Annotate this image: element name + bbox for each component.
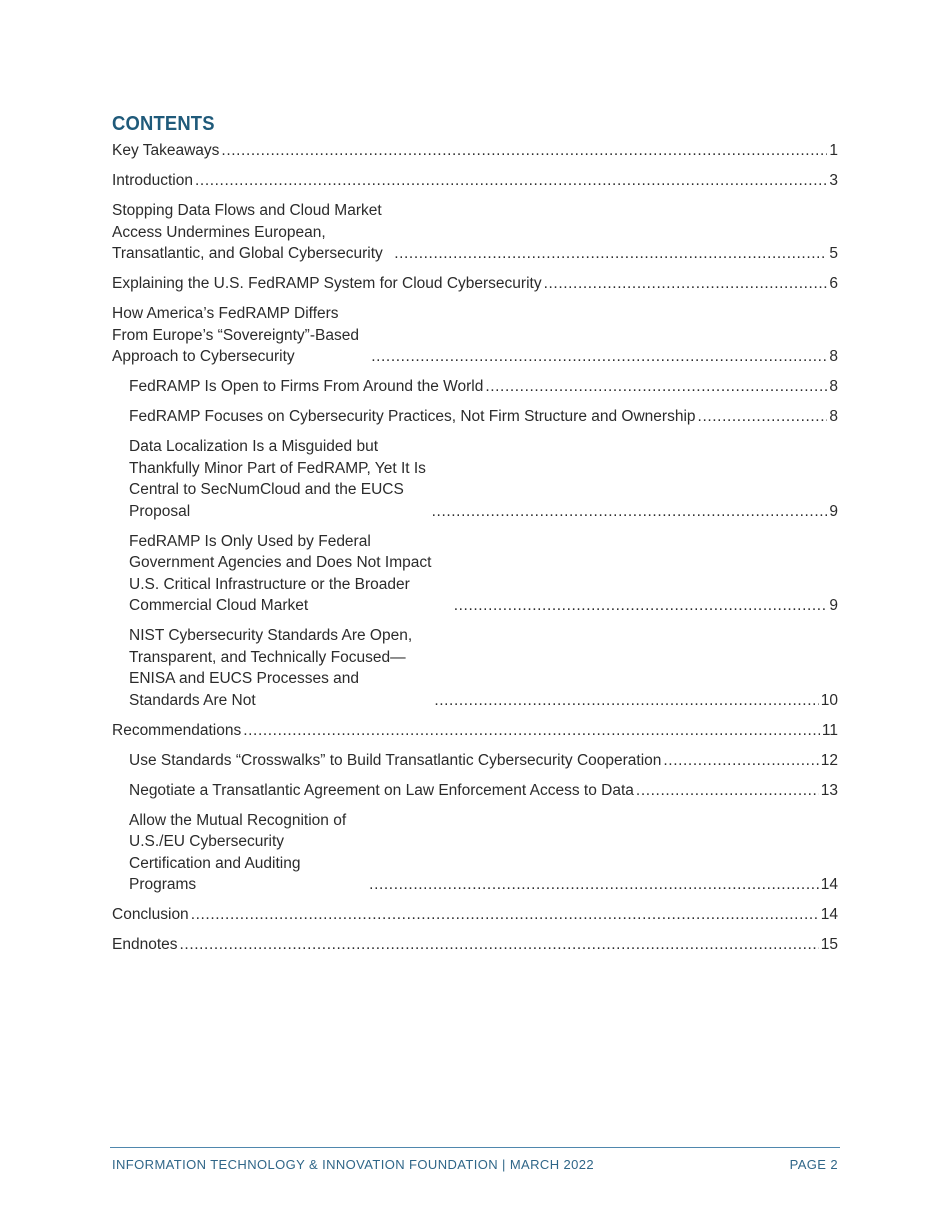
contents-heading: CONTENTS	[112, 113, 215, 135]
toc-entry-title: FedRAMP Is Only Used by Federal Government Agencies and Does Not Impact U.S. Critical Infrastructure or the Broader Commercial Cloud Market	[129, 532, 432, 614]
dot-leader	[221, 140, 827, 162]
toc-entry-title: Introduction	[112, 172, 193, 189]
toc-entry-title: Stopping Data Flows and Cloud Market Access Undermines European, Transatlantic, and Global Cybersecurity	[112, 202, 383, 262]
dot-leader	[195, 170, 827, 192]
dot-leader	[180, 934, 819, 956]
toc-entry-title: NIST Cybersecurity Standards Are Open, Transparent, and Technically Focused— ENISA and EUCS Processes and Standards Are Not	[129, 627, 413, 709]
toc-page-number: 1	[829, 142, 838, 159]
toc-page-number: 12	[820, 751, 838, 769]
toc-page-number: 14	[820, 906, 838, 923]
toc-entry-cybersecurity-practices[interactable]	[129, 406, 838, 428]
toc-entry-title: Conclusion	[112, 906, 189, 923]
toc-entry-mutual-recognition[interactable]	[129, 810, 838, 896]
toc-page-number: 13	[820, 781, 838, 799]
toc-page-number: 8	[829, 378, 838, 395]
toc-entry-stopping-data-flows[interactable]	[112, 200, 838, 265]
dot-leader	[698, 406, 828, 428]
toc-entry-title: Data Localization Is a Misguided but Thankfully Minor Part of FedRAMP, Yet It Is Central to SecNumCloud and the EUCS Proposal	[129, 438, 426, 520]
toc-entry-nist-standards[interactable]	[129, 625, 838, 711]
toc-page-number: 15	[820, 936, 838, 953]
toc-entry-open-to-firms[interactable]	[129, 376, 838, 398]
dot-leader	[485, 376, 827, 398]
toc-entry-title: FedRAMP Focuses on Cybersecurity Practices, Not Firm Structure and Ownership	[129, 408, 696, 425]
toc-page-number: 10	[820, 691, 838, 709]
toc-page-number: 5	[829, 245, 838, 262]
dot-leader	[432, 501, 828, 523]
dot-leader	[636, 780, 819, 802]
toc-entry-fedramp-differs[interactable]	[112, 303, 838, 368]
toc-page-number: 14	[820, 876, 838, 893]
dot-leader	[394, 243, 827, 265]
dot-leader	[663, 750, 818, 772]
dot-leader	[544, 273, 828, 295]
footer-page-number: PAGE 2	[789, 1157, 838, 1172]
footer-divider	[110, 1147, 840, 1148]
toc-entry-law-enforcement-agreement[interactable]	[129, 780, 838, 802]
footer-publisher-date: INFORMATION TECHNOLOGY & INNOVATION FOUNDATION | MARCH 2022	[112, 1157, 595, 1172]
toc-entry-endnotes[interactable]	[112, 934, 838, 956]
dot-leader	[454, 595, 828, 617]
toc-page-number: 11	[821, 721, 838, 739]
toc-page-number: 8	[829, 408, 838, 425]
dot-leader	[243, 720, 820, 742]
toc-entry-conclusion[interactable]	[112, 904, 838, 926]
toc-page-number: 8	[829, 348, 838, 365]
toc-page-number: 6	[829, 275, 838, 292]
dot-leader	[369, 874, 819, 896]
dot-leader	[191, 904, 819, 926]
toc-page-number: 9	[829, 502, 838, 520]
toc-page-number: 3	[829, 172, 838, 189]
toc-page-number: 9	[829, 597, 838, 614]
toc-entry-title: How America’s FedRAMP Differs From Europe’s “Sovereignty”-Based Approach to Cybersecurity	[112, 305, 359, 365]
toc-entry-data-localization[interactable]	[129, 436, 838, 522]
toc-entry-recommendations[interactable]	[112, 720, 838, 742]
toc-entry-title: Recommendations	[112, 721, 242, 739]
toc-entry-title: Endnotes	[112, 936, 178, 953]
toc-entry-title: FedRAMP Is Open to Firms From Around the World	[129, 378, 484, 395]
toc-entry-title: Key Takeaways	[112, 142, 220, 159]
toc-entry-introduction[interactable]	[112, 170, 838, 192]
toc-entry-explaining-fedramp[interactable]	[112, 273, 838, 295]
toc-entry-title: Allow the Mutual Recognition of U.S./EU Cybersecurity Certification and Auditing Programs	[129, 811, 347, 893]
toc-entry-key-takeaways[interactable]	[112, 140, 838, 162]
toc-entry-title: Use Standards “Crosswalks” to Build Transatlantic Cybersecurity Cooperation	[129, 751, 662, 769]
toc-entry-title: Explaining the U.S. FedRAMP System for Cloud Cybersecurity	[112, 275, 542, 292]
toc-entry-federal-agencies[interactable]	[129, 531, 838, 617]
toc-entry-standards-crosswalks[interactable]	[129, 750, 838, 772]
dot-leader	[371, 346, 827, 368]
toc-entry-title: Negotiate a Transatlantic Agreement on Law Enforcement Access to Data	[129, 781, 634, 799]
table-of-contents	[112, 140, 838, 964]
dot-leader	[434, 690, 818, 712]
